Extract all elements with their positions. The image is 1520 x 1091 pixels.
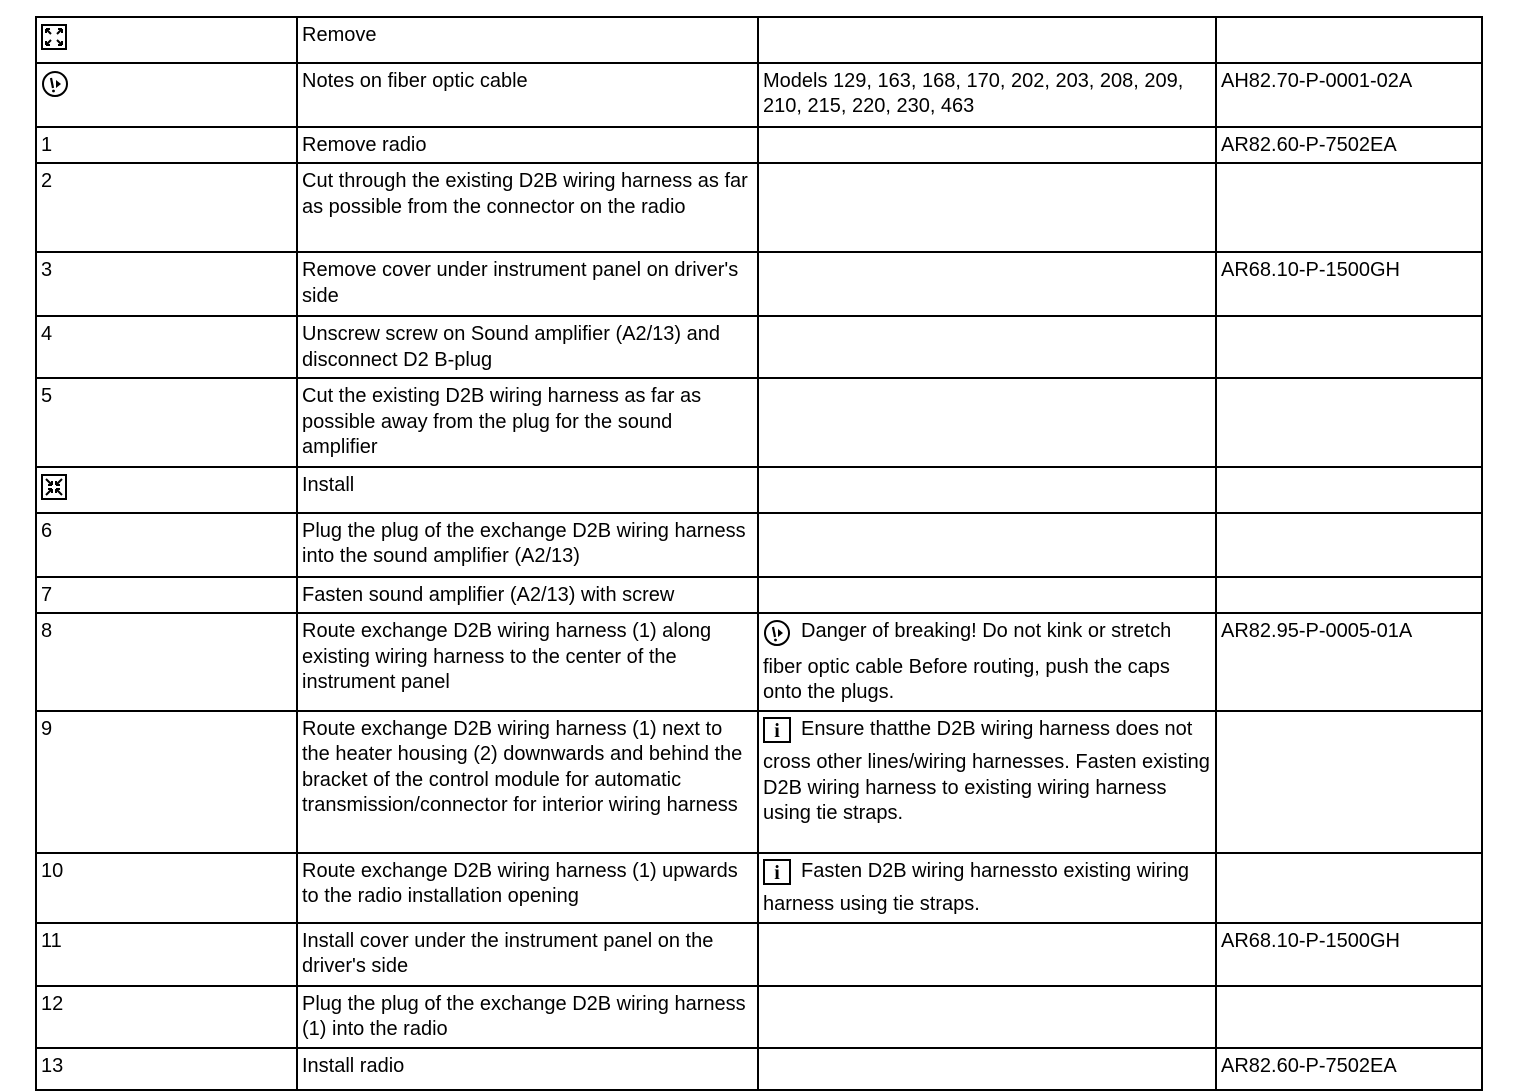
table-row bbox=[36, 63, 1482, 127]
step-number: 13 bbox=[41, 1054, 64, 1077]
step-description: Route exchange D2B wiring harness (1) next to the heater housing (2) downwards and behind the bracket of the control module for automatic transmission/connector for interior wiring harness bbox=[302, 717, 743, 816]
step-number: 4 bbox=[41, 323, 53, 345]
description-cell bbox=[297, 63, 758, 127]
procedure-table bbox=[35, 16, 1483, 1091]
note-cell bbox=[758, 613, 1216, 711]
description-cell bbox=[297, 17, 758, 63]
reference-cell bbox=[1216, 711, 1482, 853]
description-cell bbox=[297, 711, 758, 853]
reference-cell bbox=[1216, 163, 1482, 252]
step-cell bbox=[36, 923, 297, 986]
step-number: 6 bbox=[41, 519, 53, 542]
step-description: Remove cover under instrument panel on driver's side bbox=[302, 259, 739, 307]
step-description: Install cover under the instrument panel on the driver's side bbox=[302, 929, 714, 977]
step-cell bbox=[36, 17, 297, 63]
step-number: 1 bbox=[41, 133, 53, 156]
step-cell bbox=[36, 513, 297, 577]
step-cell bbox=[36, 378, 297, 467]
table-row bbox=[36, 923, 1482, 986]
table-row bbox=[36, 316, 1482, 378]
step-description: Install bbox=[302, 474, 355, 496]
description-cell bbox=[297, 923, 758, 986]
table-row bbox=[36, 986, 1482, 1048]
step-description: Remove bbox=[302, 24, 377, 46]
description-cell bbox=[297, 316, 758, 378]
step-cell bbox=[36, 467, 297, 513]
info-icon bbox=[763, 859, 791, 893]
step-cell bbox=[36, 127, 297, 164]
step-number: 2 bbox=[41, 170, 53, 192]
note-cell bbox=[758, 577, 1216, 614]
description-cell bbox=[297, 577, 758, 614]
reference-cell bbox=[1216, 17, 1482, 63]
document-reference: AR82.95-P-0005-01A bbox=[1221, 620, 1413, 642]
reference-cell bbox=[1216, 316, 1482, 378]
step-cell bbox=[36, 577, 297, 614]
step-description: Route exchange D2B wiring harness (1) upwards to the radio installation opening bbox=[302, 859, 738, 907]
table-row bbox=[36, 127, 1482, 164]
reference-cell bbox=[1216, 923, 1482, 986]
step-note: Fasten D2B wiring harnessto existing wiring harness using tie straps. bbox=[763, 859, 1189, 915]
description-cell bbox=[297, 163, 758, 252]
note-cell bbox=[758, 711, 1216, 853]
description-cell bbox=[297, 1048, 758, 1090]
document-reference: AR68.10-P-1500GH bbox=[1221, 259, 1400, 281]
step-description: Fasten sound amplifier (A2/13) with screw bbox=[302, 583, 675, 606]
step-cell bbox=[36, 711, 297, 853]
note-cell bbox=[758, 923, 1216, 986]
table-row bbox=[36, 577, 1482, 614]
table-row bbox=[36, 711, 1482, 853]
note-cell bbox=[758, 1048, 1216, 1090]
remove-icon bbox=[41, 24, 67, 58]
table-row bbox=[36, 252, 1482, 316]
info-icon bbox=[763, 717, 791, 751]
note-cell bbox=[758, 163, 1216, 252]
reference-cell bbox=[1216, 577, 1482, 614]
document-reference: AR82.60-P-7502EA bbox=[1221, 133, 1397, 156]
step-description: Route exchange D2B wiring harness (1) along existing wiring harness to the center of the instrument panel bbox=[302, 620, 712, 693]
table-row bbox=[36, 613, 1482, 711]
install-icon bbox=[41, 474, 67, 508]
step-description: Unscrew screw on Sound amplifier (A2/13) and disconnect D2 B-plug bbox=[302, 323, 720, 371]
note-cell bbox=[758, 986, 1216, 1048]
reference-cell bbox=[1216, 986, 1482, 1048]
document-reference: AR82.60-P-7502EA bbox=[1221, 1054, 1397, 1077]
step-note: Danger of breaking! Do not kink or stretch fiber optic cable Before routing, push the caps onto the plugs. bbox=[763, 620, 1172, 703]
document-reference: AH82.70-P-0001-02A bbox=[1221, 69, 1413, 92]
note-cell bbox=[758, 513, 1216, 577]
reference-cell bbox=[1216, 63, 1482, 127]
step-description: Install radio bbox=[302, 1054, 405, 1077]
step-note: Ensure thatthe D2B wiring harness does not cross other lines/wiring harnesses. Fasten existing D2B wiring harness to existing wiring harness using tie straps. bbox=[763, 717, 1210, 824]
step-description: Notes on fiber optic cable bbox=[302, 69, 528, 92]
description-cell bbox=[297, 252, 758, 316]
description-cell bbox=[297, 613, 758, 711]
step-description: Remove radio bbox=[302, 133, 427, 156]
reference-cell bbox=[1216, 853, 1482, 923]
step-number: 3 bbox=[41, 259, 53, 281]
step-cell bbox=[36, 1048, 297, 1090]
step-cell bbox=[36, 613, 297, 711]
step-description: Plug the plug of the exchange D2B wiring harness (1) into the radio bbox=[302, 992, 746, 1040]
reference-cell bbox=[1216, 1048, 1482, 1090]
table-row bbox=[36, 378, 1482, 467]
step-number: 9 bbox=[41, 717, 53, 740]
danger-icon bbox=[763, 619, 791, 655]
step-number: 10 bbox=[41, 859, 64, 882]
step-cell bbox=[36, 252, 297, 316]
step-number: 12 bbox=[41, 992, 64, 1015]
note-cell bbox=[758, 316, 1216, 378]
note-cell bbox=[758, 63, 1216, 127]
reference-cell bbox=[1216, 467, 1482, 513]
description-cell bbox=[297, 513, 758, 577]
reference-cell bbox=[1216, 513, 1482, 577]
step-cell bbox=[36, 853, 297, 923]
step-cell bbox=[36, 986, 297, 1048]
step-number: 8 bbox=[41, 620, 53, 642]
table-row bbox=[36, 853, 1482, 923]
note-cell bbox=[758, 127, 1216, 164]
note-cell bbox=[758, 378, 1216, 467]
step-description: Cut through the existing D2B wiring harness as far as possible from the connector on the radio bbox=[302, 170, 748, 218]
table-row bbox=[36, 1048, 1482, 1090]
procedure-table-body bbox=[36, 17, 1482, 1090]
table-row bbox=[36, 17, 1482, 63]
step-note: Models 129, 163, 168, 170, 202, 203, 208, 209, 210, 215, 220, 230, 463 bbox=[763, 69, 1184, 117]
note-cell bbox=[758, 853, 1216, 923]
step-cell bbox=[36, 63, 297, 127]
reference-cell bbox=[1216, 613, 1482, 711]
table-row bbox=[36, 163, 1482, 252]
document-reference: AR68.10-P-1500GH bbox=[1221, 929, 1400, 952]
table-row bbox=[36, 467, 1482, 513]
note-cell bbox=[758, 252, 1216, 316]
notes-icon bbox=[41, 70, 69, 106]
step-number: 7 bbox=[41, 583, 53, 606]
table-row bbox=[36, 513, 1482, 577]
reference-cell bbox=[1216, 252, 1482, 316]
svg-text:i: i bbox=[774, 861, 780, 884]
svg-text:i: i bbox=[774, 719, 780, 742]
description-cell bbox=[297, 378, 758, 467]
step-description: Cut the existing D2B wiring harness as far as possible away from the plug for the sound amplifier bbox=[302, 385, 702, 458]
note-cell bbox=[758, 17, 1216, 63]
reference-cell bbox=[1216, 378, 1482, 467]
description-cell bbox=[297, 853, 758, 923]
description-cell bbox=[297, 986, 758, 1048]
note-cell bbox=[758, 467, 1216, 513]
reference-cell bbox=[1216, 127, 1482, 164]
description-cell bbox=[297, 467, 758, 513]
step-number: 5 bbox=[41, 385, 53, 407]
step-number: 11 bbox=[41, 929, 62, 952]
step-cell bbox=[36, 163, 297, 252]
step-cell bbox=[36, 316, 297, 378]
description-cell bbox=[297, 127, 758, 164]
step-description: Plug the plug of the exchange D2B wiring harness into the sound amplifier (A2/13) bbox=[302, 519, 746, 567]
